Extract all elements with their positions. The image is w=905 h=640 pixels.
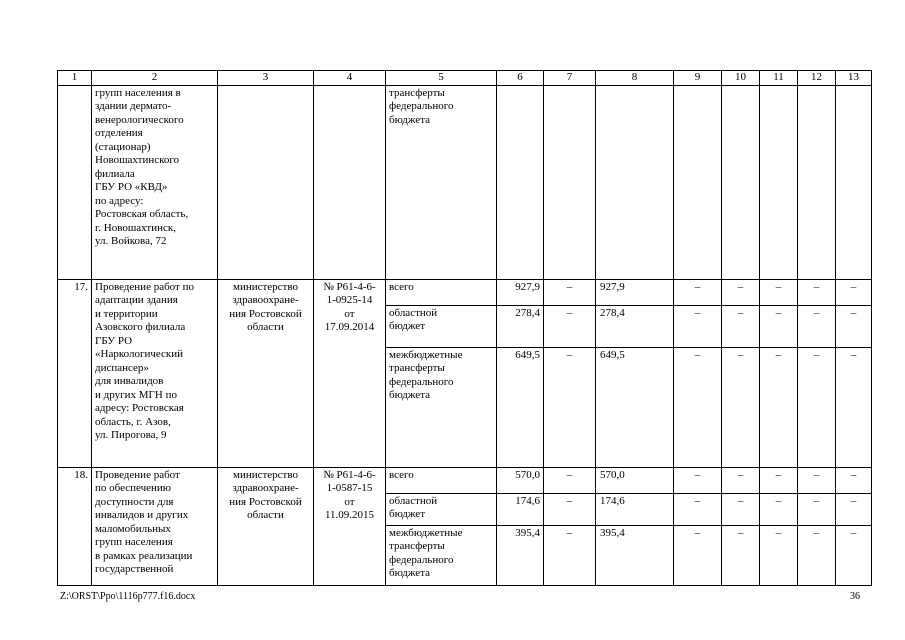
value-cell-8: 395,4	[596, 525, 674, 585]
header-cell: 4	[314, 71, 386, 86]
value-cell-10: –	[722, 525, 760, 585]
value-cell-7: –	[544, 467, 596, 493]
value-cell-10: –	[722, 493, 760, 525]
value-cell-13: –	[836, 525, 872, 585]
value-cell-11: –	[760, 347, 798, 467]
value-cell-9: –	[674, 305, 722, 347]
value-cell-12: –	[798, 347, 836, 467]
org-cell	[218, 85, 314, 279]
table-row	[58, 279, 872, 305]
value-cell-7: –	[544, 279, 596, 305]
source-cell: трансферты федерального бюджета	[386, 85, 497, 279]
doc-cell	[314, 85, 386, 279]
org-cell: министерство здравоохране- ния Ростовской области	[218, 279, 314, 467]
value-cell-8: 174,6	[596, 493, 674, 525]
value-cell-6: 570,0	[497, 467, 544, 493]
value-cell-9: –	[674, 525, 722, 585]
value-cell-9: –	[674, 493, 722, 525]
budget-table	[57, 70, 872, 586]
table-row	[58, 467, 872, 493]
value-cell-11: –	[760, 467, 798, 493]
header-cell: 11	[760, 71, 798, 86]
value-cell-6: 927,9	[497, 279, 544, 305]
value-cell-6: 278,4	[497, 305, 544, 347]
header-cell: 6	[497, 71, 544, 86]
header-cell: 10	[722, 71, 760, 86]
value-cell-8: 278,4	[596, 305, 674, 347]
file-path: Z:\ORST\Ppo\1116p777.f16.docx	[60, 591, 196, 602]
measure-name-cell: Проведение работ по адаптации здания и территории Азовского филиала ГБУ РО «Наркологический диспансер» для инвалидов и других МГН по адресу: Ростовская область, г. Азов, ул. Пирогова, 9	[92, 279, 218, 467]
source-cell: всего	[386, 467, 497, 493]
value-cell-12: –	[798, 305, 836, 347]
source-cell: межбюджетные трансферты федерального бюджета	[386, 347, 497, 467]
header-cell: 9	[674, 71, 722, 86]
value-cell-7: –	[544, 525, 596, 585]
value-cell-10: –	[722, 467, 760, 493]
value-cell-9: –	[674, 347, 722, 467]
source-cell: областной бюджет	[386, 305, 497, 347]
value-cell-11: –	[760, 493, 798, 525]
value-cell-13: –	[836, 347, 872, 467]
num-cell	[58, 85, 92, 279]
value-cell-13: –	[836, 279, 872, 305]
source-cell: всего	[386, 279, 497, 305]
header-cell: 2	[92, 71, 218, 86]
value-cell-12: –	[798, 493, 836, 525]
row-number-cell: 18.	[58, 467, 92, 585]
page-number: 36	[850, 591, 860, 602]
value-cell-6: 649,5	[497, 347, 544, 467]
value-cell-12: –	[798, 525, 836, 585]
value-cell-12: –	[798, 467, 836, 493]
header-cell: 12	[798, 71, 836, 86]
doc-cell: № Р61-4-6- 1-0925-14 от 17.09.2014	[314, 279, 386, 467]
header-row	[58, 71, 872, 86]
header-cell: 3	[218, 71, 314, 86]
continuation-row	[58, 85, 872, 279]
value-cell-10: –	[722, 279, 760, 305]
source-cell: областной бюджет	[386, 493, 497, 525]
row-number-cell: 17.	[58, 279, 92, 467]
measure-name-cell: Проведение работ по обеспечению доступности для инвалидов и других маломобильных групп населения в рамках реализации государственной	[92, 467, 218, 585]
value-cell-7: –	[544, 347, 596, 467]
value-cell-13: –	[836, 493, 872, 525]
value-cell-6: 174,6	[497, 493, 544, 525]
value-cell-6: 395,4	[497, 525, 544, 585]
value-cell-13: –	[836, 305, 872, 347]
value-cell-10: –	[722, 305, 760, 347]
header-cell: 7	[544, 71, 596, 86]
header-cell: 8	[596, 71, 674, 86]
value-cell-7: –	[544, 305, 596, 347]
header-cell: 5	[386, 71, 497, 86]
doc-cell: № Р61-4-6- 1-0587-15 от 11.09.2015	[314, 467, 386, 585]
value-cell-12: –	[798, 279, 836, 305]
source-cell: межбюджетные трансферты федерального бюджета	[386, 525, 497, 585]
value-cell-7: –	[544, 493, 596, 525]
value-cell-9: –	[674, 467, 722, 493]
org-cell: министерство здравоохране- ния Ростовской области	[218, 467, 314, 585]
value-cell-11: –	[760, 305, 798, 347]
value-cell-11: –	[760, 279, 798, 305]
header-cell: 13	[836, 71, 872, 86]
value-cell-13: –	[836, 467, 872, 493]
header-cell: 1	[58, 71, 92, 86]
measure-name-cell: групп населения в здании дермато- венерологического отделения (стационар) Новошахтинского филиала ГБУ РО «КВД» по адресу: Ростовская область, г. Новошахтинск, ул. Войкова, 72	[92, 85, 218, 279]
value-cell-8: 649,5	[596, 347, 674, 467]
value-cell-11: –	[760, 525, 798, 585]
value-cell-10: –	[722, 347, 760, 467]
value-cell-9: –	[674, 279, 722, 305]
value-cell-8: 927,9	[596, 279, 674, 305]
value-cell-8: 570,0	[596, 467, 674, 493]
